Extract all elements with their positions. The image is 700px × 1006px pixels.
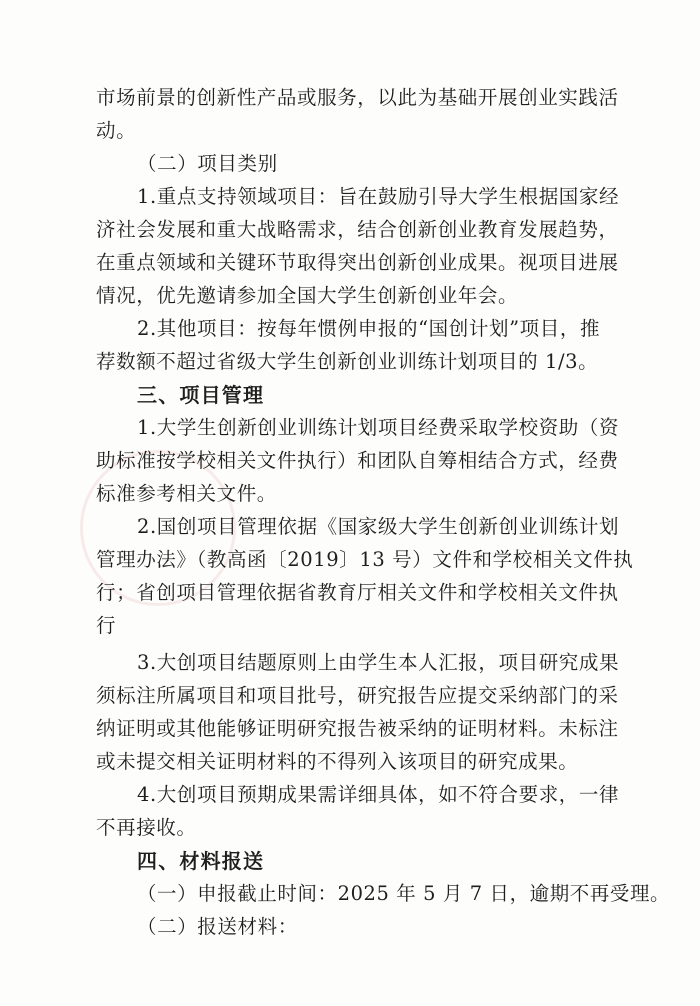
- body-line: 或未提交相关证明材料的不得列入该项目的研究成果。: [96, 750, 579, 773]
- body-line: 2.国创项目管理依据《国家级大学生创新创业训练计划: [137, 515, 620, 538]
- body-line: 管理办法》（教高函〔2019〕13 号）文件和学校相关文件执: [96, 548, 634, 571]
- body-line: 行；省创项目管理依据省教育厅相关文件和学校相关文件执: [96, 581, 619, 604]
- body-line: 1.重点支持领域项目：旨在鼓励引导大学生根据国家经: [137, 185, 620, 208]
- body-line: 市场前景的创新性产品或服务，以此为基础开展创业实践活: [96, 86, 619, 109]
- body-line: 动。: [96, 119, 137, 142]
- body-line: 4.大创项目预期成果需详细具体，如不符合要求，一律: [137, 783, 620, 806]
- body-line: 不再接收。: [96, 816, 197, 839]
- body-line: 1.大学生创新创业训练计划项目经费采取学校资助（资: [137, 416, 620, 439]
- body-line: 纳证明或其他能够证明研究报告被采纳的证明材料。未标注: [96, 717, 619, 740]
- body-line: 荐数额不超过省级大学生创新创业训练计划项目的 1/3。: [96, 350, 599, 373]
- body-line: 情况，优先邀请参加全国大学生创新创业年会。: [96, 284, 519, 307]
- body-line: 济社会发展和重大战略需求，结合创新创业教育发展趋势，: [96, 218, 619, 241]
- body-line: （一）申报截止时间：2025 年 5 月 7 日，逾期不再受理。: [137, 882, 671, 905]
- subsection-heading: （二）项目类别: [137, 152, 278, 175]
- section-heading: 三、项目管理: [137, 383, 265, 407]
- body-line: 3.大创项目结题原则上由学生本人汇报，项目研究成果: [137, 651, 620, 674]
- section-heading: 四、材料报送: [137, 849, 265, 873]
- body-line: 2.其他项目：按每年惯例申报的“国创计划”项目，推: [137, 317, 601, 340]
- body-line: 标准参考相关文件。: [96, 482, 277, 505]
- body-line: 在重点领域和关键环节取得突出创新创业成果。视项目进展: [96, 251, 619, 274]
- body-line: 助标准按学校相关文件执行）和团队自筹相结合方式，经费: [96, 449, 619, 472]
- subsection-heading: （二）报送材料：: [137, 915, 298, 938]
- body-line: 行: [96, 614, 117, 637]
- body-line: 须标注所属项目和项目批号，研究报告应提交采纳部门的采: [96, 684, 619, 707]
